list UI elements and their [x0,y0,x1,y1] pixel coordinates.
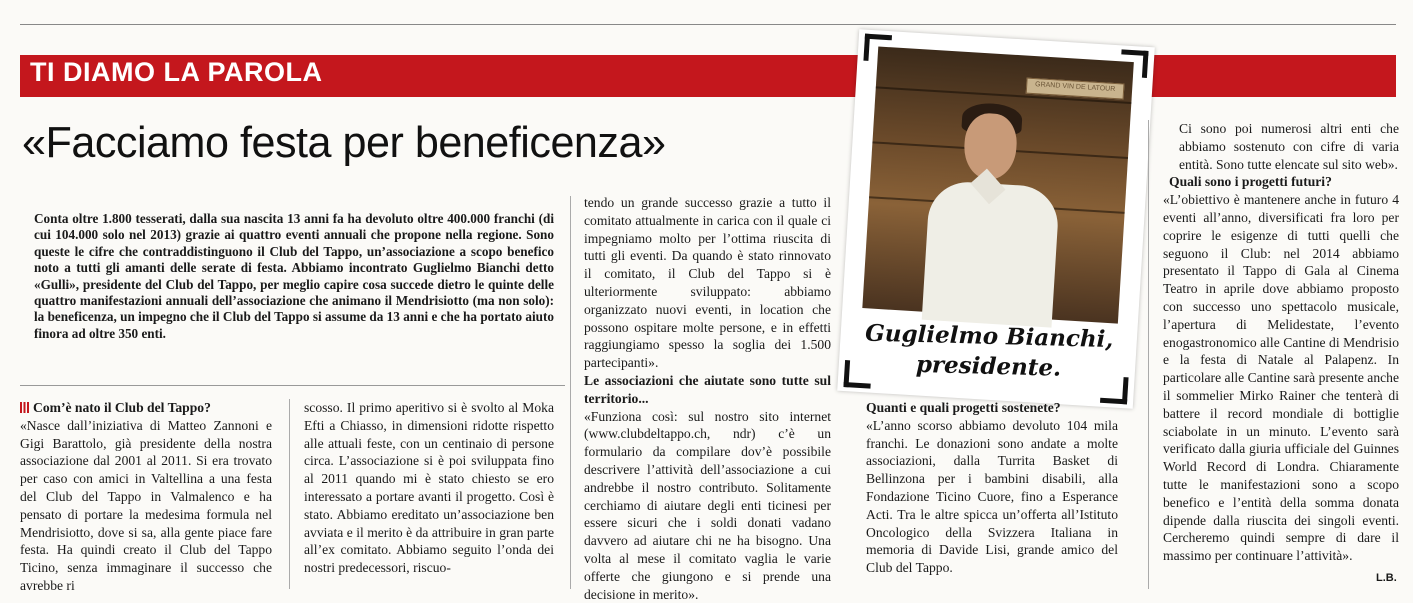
portrait-image [862,46,1134,323]
photo-caption [863,319,1114,386]
answer-3-continued-text: Ci sono poi numerosi altri enti che abbiamo sostenuto con cifre di varia entità. Sono tutte elencate sul sito web». [1179,121,1399,172]
author-signature: L.B. [1376,572,1397,584]
question-2: Le associazioni che aiutate sono tutte sul territorio... [584,372,831,406]
answer-1-part-2 [304,399,554,577]
answer-2: «Funziona così: sul nostro sito internet (www.clubdeltappo.ch, ndr) c’è un formulario da compilare dov’è possibile descrivere l’attività dell’associazione a cui andrebbe il nostro contributo. Solitamente cerchiamo di aiutare degli enti ticinesi per essere sicuri che i soldi donati vadano davvero ad aiutare chi ne ha bisogno. Una volta al mese il comitato vaglia le varie offerte che giungono e si prende una decisione in merito». [584,408,831,602]
column-divider [289,399,290,589]
answer-4: «L’obiettivo è mantenere anche in futuro 4 eventi all’anno, diversificati fra loro per coprire le esigenze di tutti quelli che seguono il Club: nel 2014 abbiamo presentato il Tappo di Gala al Cinema Teatro in aprile dove abbiamo proposto con successo uno spettacolo musicale, l’apertura di Melidestate, l’evento enogastronomico alle Cantine di Mendrisio e la festa di Natale al Palapenz. In particolare alle Cantine sarà presente anche il sommelier Mirko Rainer che tenterà di battere il record mondiale di bottiglie sciabolate in un minuto. L’evento sarà verificato dalla giuria ufficiale del Guinnes World Record di Londra. Chiaramente tutte le manifestazioni sono a scopo benefico e l’entità della somma donata dipende dalla riuscita dei singoli eventi. Cercheremo quindi sempre di dare il massimo per continuare l’attività». [1163,192,1399,564]
article-column-2 [304,399,554,589]
top-rule [20,24,1396,25]
answer-3-part-2 [1163,120,1399,173]
column-divider [570,196,571,589]
section-marker-icon [20,402,29,413]
column-divider [1148,120,1149,589]
question-1 [20,399,272,417]
answer-3-part-1 [866,417,1118,577]
article-column-1 [20,399,272,593]
photo-corner-icon [863,34,892,63]
answer-1-part-3 [584,194,831,372]
article-column-4 [866,399,1118,589]
caption-name: Guglielmo Bianchi, [864,319,1114,354]
question-1-text: Com’è nato il Club del Tappo? [33,400,211,415]
section-label: TI DIAMO LA PAROLA [30,57,323,87]
answer-1-continued-text: scosso. Il primo aperitivo si è svolto al Moka Efti a Chiasso, in dimensioni ridotte rispetto alle attuali feste, con un centinaio di persone circa. L’associazione si è poi sviluppata fino al 2011 quando mi è stato chiesto se ero interessato a portare avanti il progetto. Così è stato. Abbiamo ereditato un’associazione ben avviata e il merito è da attribuire in gran parte all’ex comitato. Abbiamo seguito l’onda dei nostri predecessori, riscuo- [304,400,554,576]
caption-role: presidente. [915,350,1062,382]
question-4: Quali sono i progetti futuri? [1169,174,1332,190]
answer-3-text: «L’anno scorso abbiamo devoluto 104 mila franchi. Le donazioni sono andate a molte associazioni, dalla Turrita Basket di Bellinzona per i bambini disabili, alla Fondazione Ticino Cuore, fino a Esperance Acti. Tra le altre spicca un’offerta all’Istituto Oncologico della Svizzera Italiana in memoria di Davide Lisi, grande amico del Club del Tappo. [866,417,1118,576]
intro-divider [20,385,565,386]
answer-1-text: «Nasce dall’iniziativa di Matteo Zannoni e Gigi Barattolo, già presidente della nostra associazione dal 2001 al 2011. Si era trovato per caso con amici in Valtellina a una festa del Club del Tappo in Valmalenco e ha pensato di portare la medesima formula nel Mendrisiotto, dove si sa, alla gente piace fare festa. Ha quindi creato il Club del Tappo Ticino, senza immaginare il successo che avrebbe ri [20,417,272,593]
article-column-3 [584,194,831,602]
intro-paragraph: Conta oltre 1.800 tesserati, dalla sua nascita 13 anni fa ha devoluto oltre 400.000 franchi (di cui 104.000 solo nel 2013) grazie ai quattro eventi annuali che propone nella regione. Sono queste le cifre che contraddistinguono il Club del Tappo, un’associazione a scopo benefico noto a tutti gli amanti delle serate di festa. Abbiamo incontrato Guglielmo Bianchi detto «Gulli», presidente del Club del Tappo, per meglio capire cosa succede dietro le quinte delle quattro manifestazioni annuali dell’associazione che animano il Mendrisiotto (ma non solo): la beneficenza, un impegno che il Club del Tappo si assume da 13 anni e che ha portato aiuto finora ad oltre 350 enti. [34,211,554,341]
answer-1-part-1 [20,417,272,595]
answer-1-end-text: tendo un grande successo grazie a tutto il comitato attualmente in carica con il quale ci impegniamo molto per l’ottima riuscita di tutti gli eventi. Da quando è stato rinnovato il comitato, il Club del Tappo si è ulteriormente sviluppato: abbiamo organizzato nuovi eventi, in location che possono ospitare molte persone, e in effetti raggiungiamo spesso la soglia dei 1.500 partecipanti». [584,195,831,371]
headline: «Facciamo festa per beneficenza» [22,118,666,167]
question-3: Quanti e quali progetti sostenete? [866,400,1061,415]
article-column-5 [1163,120,1399,590]
portrait-photo [837,29,1155,408]
photo-corner-icon [1120,49,1149,78]
person-face [962,112,1018,181]
previous-article-clip [0,0,1413,10]
photo-corner-icon [843,360,872,389]
wine-crate-label: GRAND VIN DE LATOUR [1026,78,1125,100]
